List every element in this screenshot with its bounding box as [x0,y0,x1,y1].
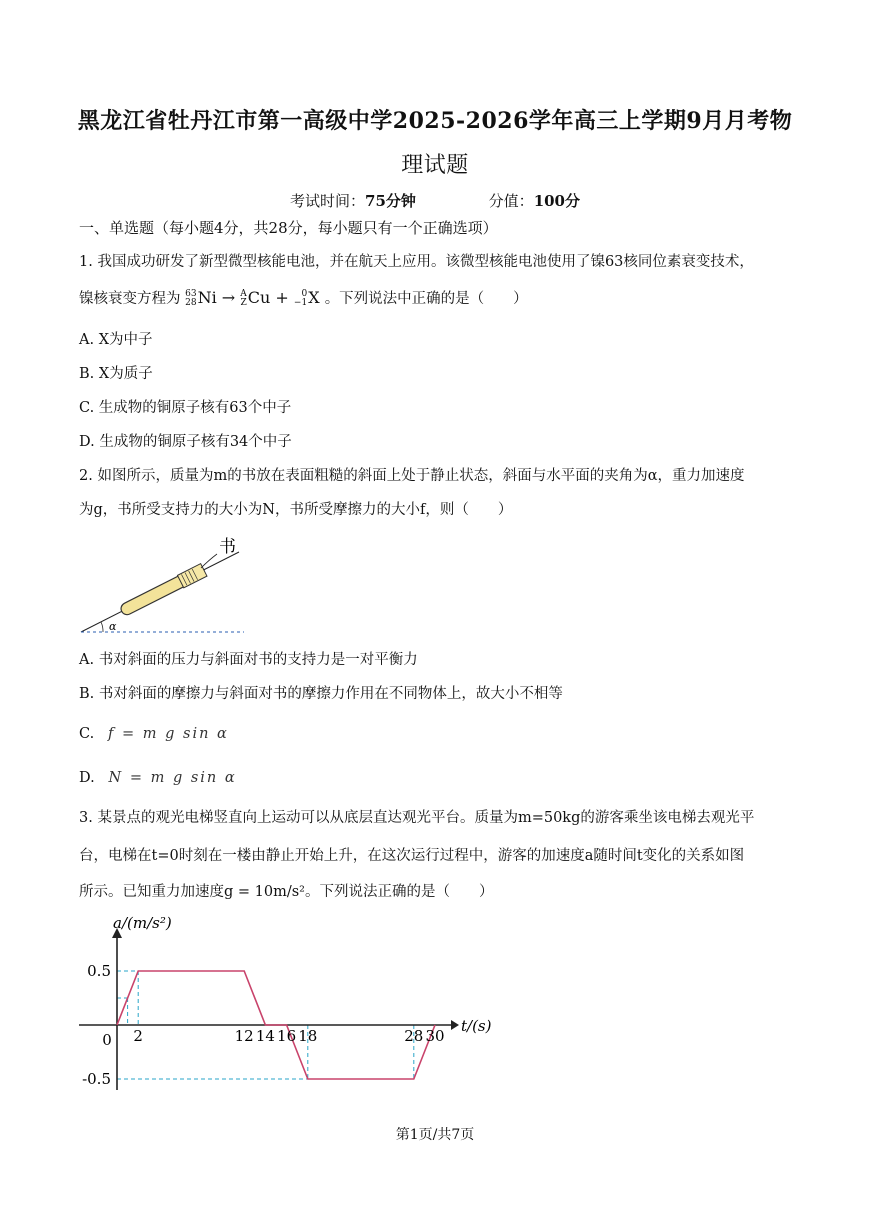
acceleration-time-chart [79,914,499,1094]
chart-x-tick-label: 2 [133,1027,143,1045]
q1-stem-line2: 镍核衰变方程为 63 28 Ni → A Z Cu + 0 −1 X 。下列说法中正确的是（ ） [79,288,528,308]
q1-option-a[interactable]: A. X为中子 [79,332,153,348]
chart-x-tick-label: 0 [102,1031,112,1049]
q2-option-c[interactable]: C. f = m g sin α [79,726,229,742]
chart-y-tick-label: 0.5 [87,962,111,980]
formula-f: f = m g sin α [108,726,229,742]
book-shape [119,564,207,618]
chart-x-tick-label: 18 [298,1027,318,1045]
q2-stem-line2: 为g，书所受支持力的大小为N，书所受摩擦力的大小f，则（ ） [79,502,513,518]
exam-title-line2: 理试题 [401,153,469,178]
chart-x-tick-label: 12 [234,1027,254,1045]
chart-x-tick-label: 28 [404,1027,424,1045]
chart-x-axis-label: t/(s) [461,1017,492,1035]
chart-y-axis-label: a/(m/s²) [113,914,172,932]
q3-stem-line1: 3. 某景点的观光电梯竖直向上运动可以从底层直达观光平台。质量为m=50kg的游客乘坐该电梯去观光平 [79,810,755,826]
formula-n: N = m g sin α [108,770,237,786]
q1-option-b[interactable]: B. X为质子 [79,366,153,382]
q2-option-b[interactable]: B. 书对斜面的摩擦力与斜面对书的摩擦力作用在不同物体上，故大小不相等 [79,686,563,702]
exam-title-line1: 黑龙江省牡丹江市第一高级中学2025-2026学年高三上学期9月月考物 [77,108,793,134]
q2-option-d[interactable]: D. N = m g sin α [79,770,237,786]
book-label: 书 [219,537,236,557]
q1-stem-line1: 1. 我国成功研发了新型微型核能电池，并在航天上应用。该微型核能电池使用了镍63核同位素衰变技术， [79,254,754,270]
chart-x-tick-label: 14 [255,1027,275,1045]
angle-alpha-label: α [109,620,117,633]
q3-stem-line3: 所示。已知重力加速度g = 10m/s²。下列说法正确的是（ ） [79,884,494,900]
chart-x-tick-label: 30 [425,1027,445,1045]
decay-equation: 63 28 Ni → A Z Cu + 0 −1 X [185,288,320,308]
q2-option-a[interactable]: A. 书对斜面的压力与斜面对书的支持力是一对平衡力 [79,652,418,668]
q2-stem-line1: 2. 如图所示，质量为m的书放在表面粗糙的斜面上处于静止状态，斜面与水平面的夹角为α，重力加速度 [79,468,745,484]
q1-option-c[interactable]: C. 生成物的铜原子核有63个中子 [79,400,292,416]
incline-figure [79,532,259,642]
exam-score: 分值：100分 [488,192,580,210]
chart-x-tick-label: 16 [277,1027,297,1045]
exam-meta [0,190,870,211]
chart-x-axis-arrow [451,1020,459,1030]
chart-y-tick-label: -0.5 [82,1070,111,1088]
section-heading: 一、单选题（每小题4分，共28分，每小题只有一个正确选项） [79,219,498,237]
exam-time: 考试时间：75分钟 [290,192,416,210]
q3-stem-line2: 台，电梯在t=0时刻在一楼由静止开始上升，在这次运行过程中，游客的加速度a随时间t变化的关系如图 [79,848,745,864]
q1-option-d[interactable]: D. 生成物的铜原子核有34个中子 [79,434,292,450]
page-footer: 第1页/共7页 [395,1127,475,1143]
